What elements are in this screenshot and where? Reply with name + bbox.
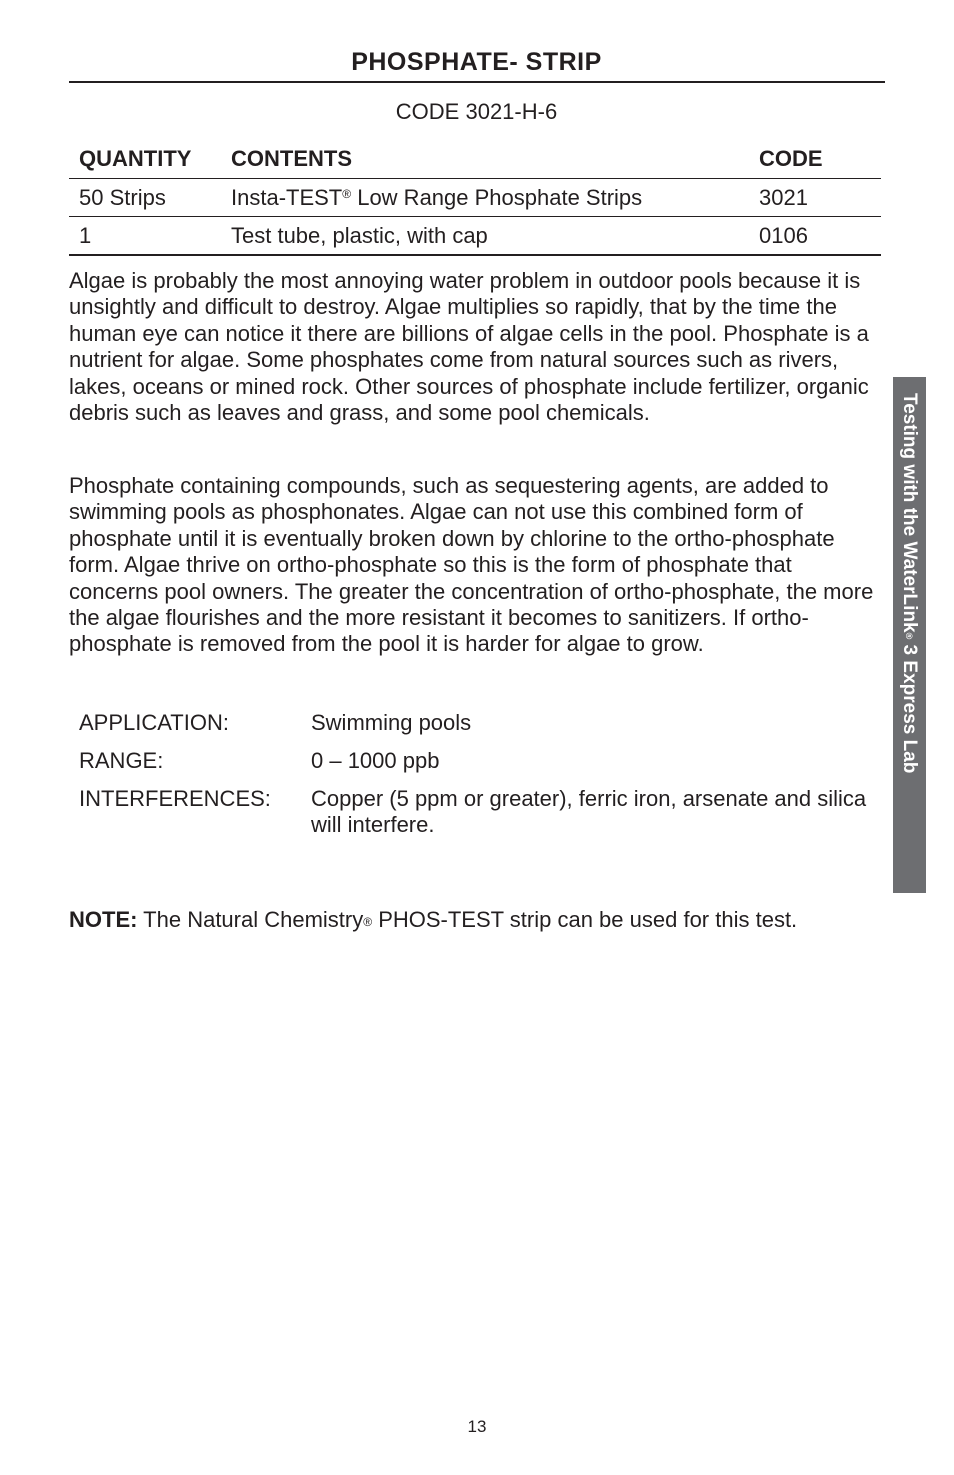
- registered-mark: ®: [342, 186, 352, 201]
- body-paragraph-1: Algae is probably the most annoying water problem in outdoor pools because it is unsightly and difficult to destroy. Algae multiplies so rapidly, that by the time the human eye can notice it there are billions of algae cells in the pool. Phosphate is a nutrient for algae. Some phosphates come from natural sources such as rivers, lakes, oceans or mined rock. Other sources of phosphate include fertilizer, organic debris such as leaves and grass, and some pool chemicals.: [69, 268, 869, 426]
- title-divider: [69, 81, 885, 83]
- spec-row-application: [69, 710, 881, 748]
- side-tab-label: [898, 393, 920, 773]
- spec-label: RANGE:: [79, 748, 164, 773]
- code-cell: 0106: [749, 217, 881, 256]
- quantity-cell: 1: [69, 217, 221, 256]
- kit-code: CODE 3021-H-6: [395, 99, 558, 124]
- spec-label: APPLICATION:: [79, 710, 229, 735]
- registered-mark: ®: [904, 632, 914, 640]
- contents-cell: Test tube, plastic, with cap: [221, 217, 749, 256]
- column-header-contents: CONTENTS: [221, 140, 749, 179]
- column-header-code: CODE: [749, 140, 881, 179]
- spec-value: Copper (5 ppm or greater), ferric iron, arsenate and silica will interfere.: [311, 786, 867, 837]
- contents-text-rest: Low Range Phosphate Strips: [351, 184, 643, 210]
- contents-text: Insta-TEST: [231, 184, 343, 210]
- table-header-row: [69, 140, 881, 179]
- quantity-cell: 50 Strips: [69, 179, 221, 217]
- table-row: [69, 217, 881, 256]
- note-text: The Natural Chemistry: [137, 907, 364, 932]
- contents-cell: [221, 179, 749, 217]
- table-row: [69, 179, 881, 217]
- code-cell: 3021: [749, 179, 881, 217]
- page-title: PHOSPHATE- STRIP: [351, 48, 602, 76]
- body-paragraph-2: Phosphate containing compounds, such as sequestering agents, are added to swimming pools as phosphonates. Algae can not use this combined form of phosphate until it is eventually broken down by chlorine to the ortho-phosphate form. Algae thrive on ortho-phosphate so this is the form of phosphate that concerns pool owners. The greater the concentration of ortho-phosphate, the more the algae flourishes and the more resistant it becomes to sanitizers. If ortho-phosphate is removed from the pool it is harder for algae to grow.: [69, 473, 874, 657]
- spec-value: Swimming pools: [311, 710, 472, 735]
- spec-value: 0 – 1000 ppb: [311, 748, 440, 773]
- section-side-tab: [893, 377, 926, 893]
- spec-table: [69, 710, 881, 850]
- note-label: NOTE:: [69, 907, 138, 932]
- side-tab-text: Testing with the WaterLink: [899, 393, 920, 633]
- registered-mark: ®: [363, 915, 373, 929]
- spec-row-interferences: [69, 786, 881, 850]
- page-number: 13: [467, 1417, 487, 1436]
- spec-row-range: [69, 748, 881, 786]
- side-tab-text-rest: 3 Express Lab: [899, 639, 920, 774]
- column-header-quantity: QUANTITY: [69, 140, 221, 179]
- contents-table: [69, 140, 881, 256]
- note: [69, 906, 884, 934]
- note-text-rest: PHOS-TEST strip can be used for this test.: [372, 907, 798, 932]
- spec-label: INTERFERENCES:: [79, 786, 271, 811]
